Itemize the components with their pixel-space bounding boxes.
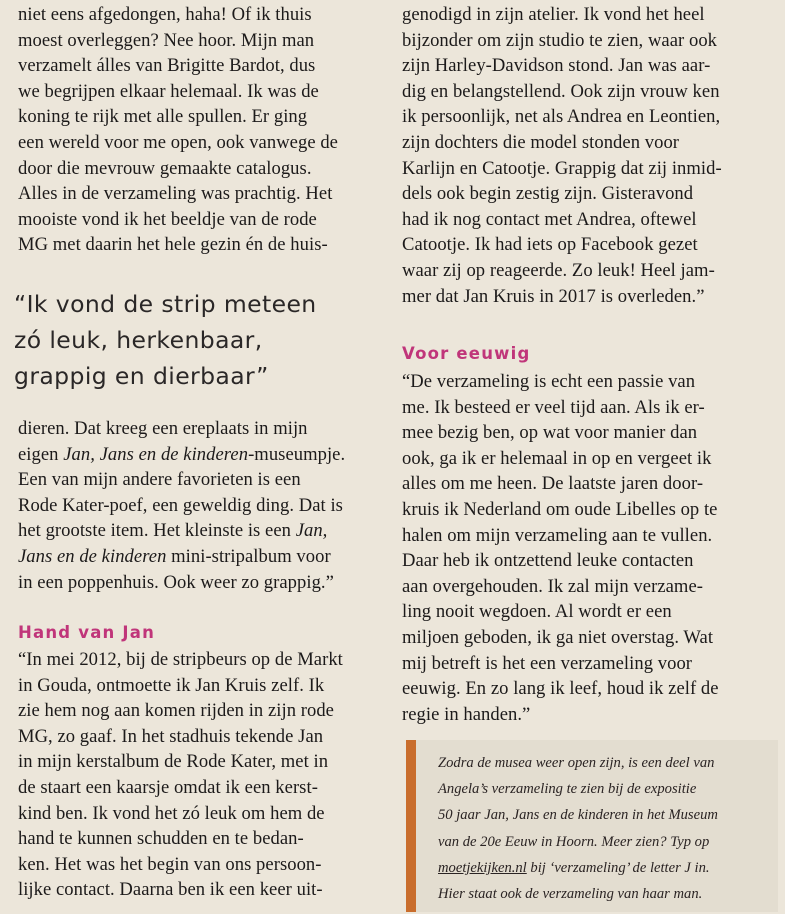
text-line: eigen Jan, Jans en de kinderen-museumpje. (18, 443, 346, 465)
info-box (406, 740, 778, 912)
right-paragraph-1 (402, 2, 772, 309)
text-line: hand te kunnen schudden en te bedan- (18, 828, 304, 850)
text-line: mooiste vond ik het beeldje van de rode (18, 208, 317, 230)
text-line: ik persoonlijk, net als Andrea en Leontien, (402, 106, 721, 128)
text-line: MG met daarin het hele gezin én de huis- (18, 234, 328, 256)
left-paragraph-3 (18, 647, 380, 903)
album-title: Jan, (295, 520, 328, 542)
text-line: zie hem nog aan komen rijden in zijn rode (18, 700, 334, 722)
text-line: het grootste item. Het kleinste is een Jan, (18, 520, 328, 542)
text-line: MG, zo gaaf. In het stadhuis tekende Jan (18, 725, 324, 747)
text-line: lijke contact. Daarna ben ik een keer uit- (18, 879, 323, 901)
website-link[interactable]: moetjekijken.nl (438, 859, 527, 876)
text-line: moest overleggen? Nee hoor. Mijn man (18, 29, 315, 51)
text-line: de staart een kaarsje omdat ik een kerst- (18, 776, 318, 798)
text-line: dieren. Dat kreeg een ereplaats in mijn (18, 418, 308, 439)
text-line: in mijn kerstalbum de Rode Kater, met in (18, 751, 329, 773)
text-line: kruis ik Nederland om oude Libelles op te (402, 498, 718, 520)
info-line: moetjekijken.nl bij ‘verzameling’ de letter J in. (438, 859, 710, 876)
text-line: ken. Het was het begin van ons persoon- (18, 853, 322, 875)
pull-quote (14, 286, 380, 394)
text-line: verzamelt álles van Brigitte Bardot, dus (18, 55, 316, 77)
text-line: zijn dochters die model stonden voor (402, 131, 680, 153)
pull-quote-line: zó leuk, herkenbaar, (14, 326, 263, 354)
text-line: Karlijn en Catootje. Grappig dat zij inmid- (402, 157, 722, 179)
text-line: Alles in de verzameling was prachtig. Het (18, 183, 333, 205)
text-line: zijn Harley-Davidson stond. Jan was aar- (402, 55, 711, 77)
text-line: alles om me heen. De laatste jaren door- (402, 473, 704, 495)
text-line: kind ben. Ik vond het zó leuk om hem de (18, 802, 325, 824)
album-title: Jans en de kinderen (18, 545, 167, 567)
section-heading-voor-eeuwig: Voor eeuwig (402, 344, 531, 363)
info-box-accent-bar (406, 740, 416, 912)
text-line: Catootje. Ik had iets op Facebook gezet (402, 234, 698, 256)
info-line: Hier staat ook de verzameling van haar man. (438, 886, 703, 903)
left-paragraph-1 (18, 2, 380, 258)
text-line: regie in handen.” (402, 703, 531, 725)
text-line: mee bezig ben, op wat voor manier dan (402, 422, 698, 444)
text-line: Een van mijn andere favorieten is een (18, 469, 301, 491)
info-line: 50 jaar Jan, Jans en de kinderen in het Museum (438, 807, 718, 824)
info-line: van de 20e Eeuw in Hoorn. Meer zien? Typ op (438, 833, 710, 850)
text-line: een wereld voor me open, ook vanwege de (18, 131, 338, 153)
text-line: waar zij op reageerde. Zo leuk! Heel jam- (402, 259, 715, 281)
text-line: “De verzameling is echt een passie van (402, 371, 696, 392)
text-line: bijzonder om zijn studio te zien, waar ook (402, 29, 718, 51)
text-line: eeuwig. En zo lang ik leef, houd ik zelf de (402, 678, 719, 700)
info-box-text (438, 750, 778, 907)
pull-quote-line: “Ik vond de strip meteen (14, 290, 317, 318)
text-line: aan overgehouden. Ik zal mijn verzame- (402, 575, 703, 597)
text-line: niet eens afgedongen, haha! Of ik thuis (18, 4, 312, 25)
text-line: we begrijpen elkaar helemaal. Ik was de (18, 80, 319, 102)
left-paragraph-2 (18, 416, 380, 595)
text-line: ook, ga ik er helemaal in op en vergeet ik (402, 447, 712, 469)
text-line: Jans en de kinderen mini-stripalbum voor (18, 545, 331, 567)
text-line: “In mei 2012, bij de stripbeurs op de Markt (18, 649, 343, 670)
text-line: mij betreft is het een verzameling voor (402, 652, 693, 674)
text-line: ling nooit wegdoen. Al wordt er een (402, 601, 672, 623)
text-line: dels ook begin zestig zijn. Gisteravond (402, 183, 694, 205)
info-line: Angela’s verzameling te zien bij de expositie (438, 781, 697, 798)
section-heading-hand-van-jan: Hand van Jan (18, 623, 156, 642)
text-line: miljoen geboden, ik ga niet overstag. Wat (402, 626, 714, 648)
text-line: Rode Kater-poef, een geweldig ding. Dat is (18, 494, 343, 516)
text-line: in een poppenhuis. Ook weer zo grappig.” (18, 571, 334, 593)
text-line: Daar heb ik ontzettend leuke contacten (402, 550, 694, 572)
text-line: dig en belangstellend. Ook zijn vrouw ken (402, 80, 720, 102)
text-line: halen om mijn verzameling aan te vullen. (402, 524, 713, 546)
text-line: door die mevrouw gemaakte catalogus. (18, 157, 312, 179)
text-line: genodigd in zijn atelier. Ik vond het heel (402, 4, 705, 25)
pull-quote-line: grappig en dierbaar” (14, 362, 269, 390)
text-line: me. Ik besteed er veel tijd aan. Als ik er- (402, 396, 705, 418)
album-title: Jan, Jans en de kinderen (63, 443, 249, 465)
text-line: had ik nog contact met Andrea, oftewel (402, 208, 697, 230)
text-line: mer dat Jan Kruis in 2017 is overleden.” (402, 285, 705, 307)
text-line: koning te rijk met alle spullen. Er ging (18, 106, 308, 128)
right-paragraph-2 (402, 369, 772, 727)
info-line: Zodra de musea weer open zijn, is een deel van (438, 755, 715, 771)
text-line: in Gouda, ontmoette ik Jan Kruis zelf. Ik (18, 674, 325, 696)
